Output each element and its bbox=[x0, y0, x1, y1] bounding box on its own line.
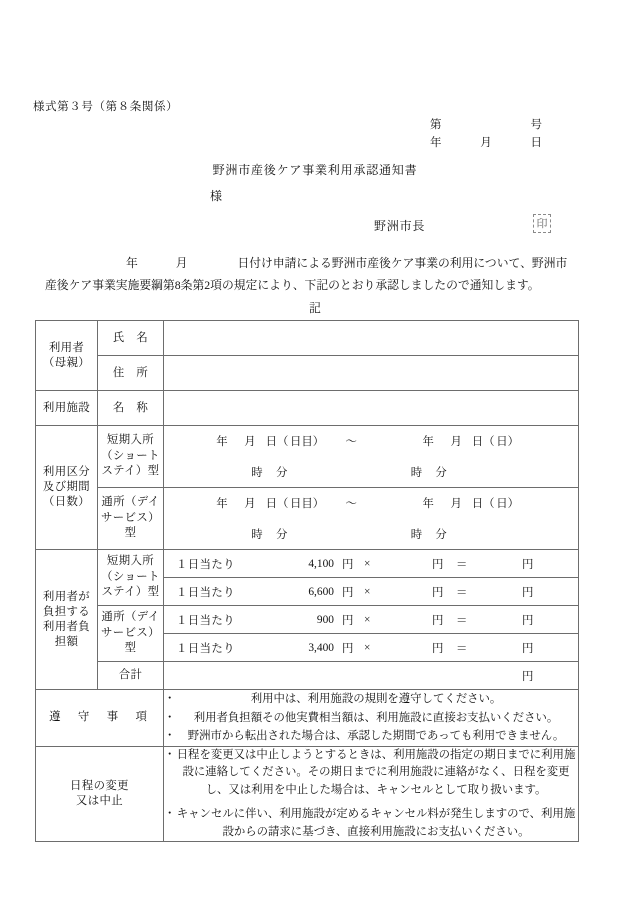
period-label-line2: 及び期間 bbox=[42, 481, 91, 493]
change-item-text: 日程を変更又は中止しようとするときは、利用施設の指定の期日までに利用施設に連絡してください。その期日までに利用施設に連絡がなく、日程を変更し、又は利用を中止した場合は、キャンセルとして取り扱います。 bbox=[176, 748, 576, 796]
row-label-short-stay-period bbox=[98, 426, 164, 488]
page-title: 野洲市産後ケア事業利用承認通知書 bbox=[212, 163, 418, 177]
row-label-day-service-period bbox=[98, 488, 164, 550]
input-day-service-period[interactable] bbox=[164, 488, 579, 550]
fee-unit: １日当たり bbox=[176, 558, 235, 571]
addressee-suffix: 様 bbox=[210, 189, 223, 203]
row-label-facility-name: 名 称 bbox=[98, 391, 164, 426]
ds-start-year: 年 bbox=[216, 498, 228, 511]
fee-equals-sign: ＝ bbox=[456, 586, 468, 599]
fee-amount: 4,100 bbox=[308, 557, 334, 570]
ds-start-min: 分 bbox=[276, 528, 288, 541]
table-row bbox=[36, 391, 579, 426]
change-item-text: キャンセルに伴い、利用施設が定めるキャンセル料が発生しますので、利用施設からの請求に基づき、直接利用施設にお支払いください。 bbox=[176, 808, 576, 838]
document-number-line bbox=[430, 116, 542, 134]
fee-multiply-sign: × bbox=[364, 557, 371, 570]
fee-unit: １日当たり bbox=[176, 614, 235, 627]
ss-start-month: 月 bbox=[244, 436, 256, 449]
compliance-item-text: 利用中は、利用施設の規則を遵守してください。 bbox=[250, 693, 502, 705]
fee-yen-unit: 円 bbox=[342, 642, 354, 655]
table-row bbox=[36, 690, 579, 747]
fee-days-yen: 円 bbox=[432, 558, 444, 571]
ds-start-month: 月 bbox=[244, 498, 256, 511]
ss-end-month: 月 bbox=[450, 436, 462, 449]
bullet-icon: ・ bbox=[164, 711, 176, 724]
fee-label-line2: 負担する bbox=[42, 605, 91, 618]
total-yen-unit: 円 bbox=[522, 670, 534, 683]
input-total-amount[interactable] bbox=[164, 662, 579, 690]
short-stay-fee-label-line3: ステイ）型 bbox=[101, 586, 160, 599]
ss-end-hour: 時 bbox=[410, 466, 423, 479]
fee-row-day-service-2[interactable] bbox=[164, 634, 579, 662]
row-label-period bbox=[36, 426, 98, 550]
date-year-label: 年 bbox=[430, 137, 442, 149]
ss-tilde: 〜 bbox=[345, 436, 357, 449]
ss-end-day: 日（ bbox=[471, 436, 495, 449]
fee-multiply-sign: × bbox=[364, 641, 371, 654]
list-item bbox=[164, 690, 578, 709]
ds-end-month: 月 bbox=[450, 498, 462, 511]
row-label-change-cancel bbox=[36, 746, 164, 842]
fee-days-yen: 円 bbox=[432, 586, 444, 599]
day-service-label-line1: 通所（デイ bbox=[101, 496, 160, 509]
row-label-total: 合計 bbox=[98, 662, 164, 690]
compliance-item-text: 利用者負担額その他実費相当額は、利用施設に直接お支払いください。 bbox=[193, 711, 559, 724]
day-service-fee-label-line2: サービス） bbox=[101, 626, 160, 639]
fee-result-yen: 円 bbox=[522, 586, 534, 599]
input-facility-name[interactable] bbox=[164, 391, 579, 426]
fee-result-yen: 円 bbox=[522, 614, 534, 627]
document-number-block bbox=[430, 116, 580, 152]
change-label-line2: 又は中止 bbox=[75, 794, 124, 807]
period-label-line1: 利用区分 bbox=[42, 466, 91, 478]
short-stay-label-line2: （ショート bbox=[101, 449, 160, 462]
fee-label-line1: 利用者が bbox=[42, 590, 91, 603]
ss-start-hour: 時 bbox=[251, 466, 263, 479]
ds-start-count: 日目） bbox=[290, 498, 325, 511]
fee-unit: １日当たり bbox=[176, 642, 235, 655]
form-number: 様式第３号（第８条関係） bbox=[33, 101, 179, 113]
row-label-name: 氏 名 bbox=[98, 321, 164, 356]
row-label-day-service-fee bbox=[98, 606, 164, 662]
intro-line2-text: 産後ケア事業実施要綱第8条第2項の規定により、下記のとおり承認しましたので通知します。 bbox=[45, 278, 540, 292]
table-row bbox=[36, 488, 579, 550]
ss-start-min: 分 bbox=[276, 466, 288, 479]
table-row bbox=[36, 356, 579, 391]
issuer-name: 野洲市長 bbox=[374, 219, 426, 233]
fee-amount: 900 bbox=[316, 613, 334, 626]
fee-label-line4: 担額 bbox=[54, 635, 79, 648]
day-service-fee-label-line3: 型 bbox=[124, 642, 137, 655]
fee-yen-unit: 円 bbox=[342, 586, 354, 599]
document-number-label: 第 bbox=[430, 119, 442, 131]
fee-amount: 6,600 bbox=[308, 585, 334, 598]
fee-row-short-stay-2[interactable] bbox=[164, 578, 579, 606]
short-stay-label-line3: ステイ）型 bbox=[101, 465, 160, 478]
day-service-fee-label-line1: 通所（デイ bbox=[101, 611, 160, 624]
date-month-label: 月 bbox=[480, 137, 492, 149]
date-day-label: 日 bbox=[530, 137, 542, 149]
fee-equals-sign: ＝ bbox=[456, 642, 468, 655]
table-row bbox=[36, 321, 579, 356]
fee-multiply-sign: × bbox=[364, 613, 371, 626]
row-label-address: 住 所 bbox=[98, 356, 164, 391]
fee-row-short-stay-1[interactable] bbox=[164, 550, 579, 578]
row-label-user bbox=[36, 321, 98, 391]
input-user-name[interactable] bbox=[164, 321, 579, 356]
ss-start-day: 日（ bbox=[265, 436, 289, 449]
day-service-label-line2: サービス） bbox=[101, 511, 160, 524]
fee-unit: １日当たり bbox=[176, 586, 235, 599]
ds-end-count: 日） bbox=[496, 498, 519, 511]
ds-end-year: 年 bbox=[422, 498, 434, 511]
table-row bbox=[36, 550, 579, 578]
intro-paragraph bbox=[33, 252, 593, 296]
ds-tilde: 〜 bbox=[345, 498, 357, 511]
short-stay-fee-label-line1: 短期入所 bbox=[106, 555, 155, 568]
fee-amount: 3,400 bbox=[308, 641, 334, 654]
row-label-facility: 利用施設 bbox=[36, 391, 98, 426]
table-row bbox=[36, 662, 579, 690]
ds-end-day: 日（ bbox=[471, 498, 495, 511]
list-item bbox=[164, 747, 578, 800]
user-label-line2: （母親） bbox=[42, 356, 91, 369]
row-label-fee bbox=[36, 550, 98, 690]
list-item bbox=[164, 727, 578, 746]
bullet-icon: ・ bbox=[164, 693, 176, 705]
short-stay-label-line1: 短期入所 bbox=[106, 434, 155, 447]
compliance-items-list bbox=[164, 690, 579, 747]
table-row bbox=[36, 746, 579, 842]
fee-equals-sign: ＝ bbox=[456, 614, 468, 627]
list-item bbox=[164, 709, 578, 728]
ss-end-min: 分 bbox=[435, 466, 447, 479]
fee-result-yen: 円 bbox=[522, 642, 534, 655]
change-items-list bbox=[164, 746, 579, 842]
bullet-icon: ・ bbox=[164, 748, 176, 761]
approval-details-table bbox=[35, 320, 579, 842]
intro-line1-text: 日付け申請による野洲市産後ケア事業の利用について、野洲市 bbox=[237, 256, 568, 270]
ki-marker: 記 bbox=[309, 301, 321, 315]
ss-start-year: 年 bbox=[216, 436, 228, 449]
input-short-stay-period[interactable] bbox=[164, 426, 579, 488]
ds-end-min: 分 bbox=[435, 528, 447, 541]
document-number-unit: 号 bbox=[530, 119, 542, 131]
ss-end-count: 日） bbox=[496, 436, 519, 449]
list-item bbox=[164, 806, 578, 841]
ss-start-count: 日目） bbox=[290, 436, 325, 449]
user-label-line1: 利用者 bbox=[48, 341, 85, 354]
day-service-label-line3: 型 bbox=[124, 527, 137, 540]
input-user-address[interactable] bbox=[164, 356, 579, 391]
ds-start-day: 日（ bbox=[265, 498, 289, 511]
period-label-line3: （日数） bbox=[42, 496, 91, 508]
seal-stamp-icon: 印 bbox=[533, 214, 551, 233]
ds-end-hour: 時 bbox=[410, 528, 423, 541]
fee-yen-unit: 円 bbox=[342, 614, 354, 627]
fee-days-yen: 円 bbox=[432, 614, 444, 627]
table-row bbox=[36, 606, 579, 634]
ss-end-year: 年 bbox=[422, 436, 434, 449]
document-date-line bbox=[430, 134, 542, 152]
fee-equals-sign: ＝ bbox=[456, 558, 468, 571]
short-stay-fee-label-line2: （ショート bbox=[101, 570, 160, 583]
bullet-icon: ・ bbox=[164, 730, 176, 742]
bullet-icon: ・ bbox=[164, 808, 176, 820]
fee-days-yen: 円 bbox=[432, 642, 444, 655]
intro-year-label: 年 bbox=[126, 256, 138, 270]
change-label-line1: 日程の変更 bbox=[70, 779, 129, 792]
fee-multiply-sign: × bbox=[364, 585, 371, 598]
fee-result-yen: 円 bbox=[522, 558, 534, 571]
ds-start-hour: 時 bbox=[251, 528, 263, 541]
row-label-compliance: 遵 守 事 項 bbox=[36, 690, 164, 747]
fee-yen-unit: 円 bbox=[342, 558, 354, 571]
fee-row-day-service-1[interactable] bbox=[164, 606, 579, 634]
table-row bbox=[36, 426, 579, 488]
fee-label-line3: 利用者負 bbox=[42, 620, 91, 633]
intro-month-label: 月 bbox=[175, 256, 188, 270]
compliance-item-text: 野洲市から転出された場合は、承認した期間であっても利用できません。 bbox=[187, 730, 565, 742]
row-label-short-stay-fee bbox=[98, 550, 164, 606]
